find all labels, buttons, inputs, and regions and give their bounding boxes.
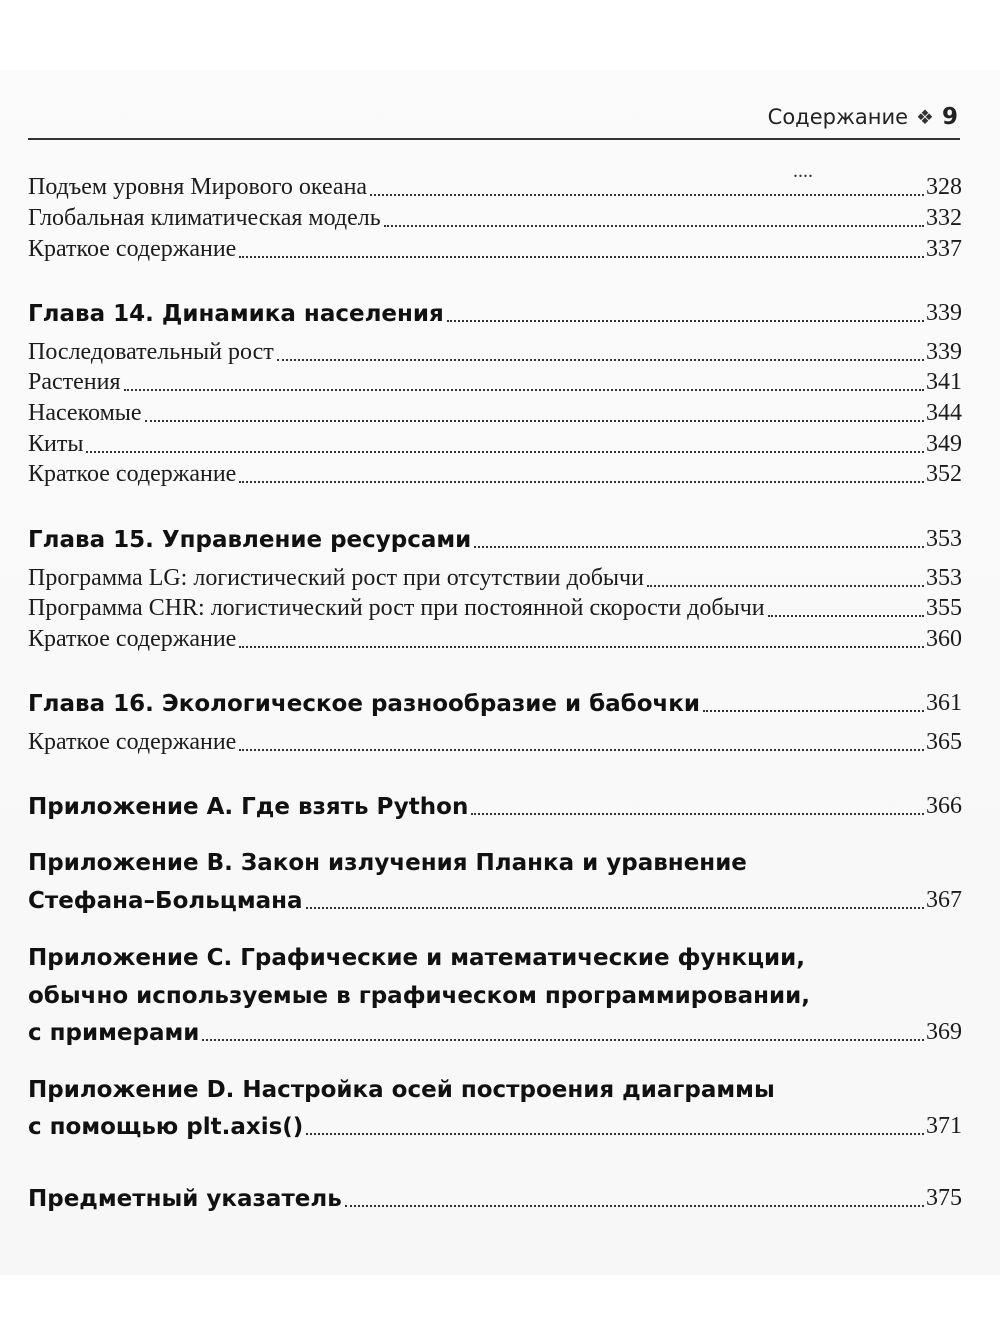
toc-page-number: 361 <box>926 690 962 716</box>
toc-appendix-title-line: Стефана–Больцмана <box>28 888 303 914</box>
toc-page-number: 365 <box>926 729 962 755</box>
toc-appendix-row[interactable] <box>28 1019 962 1046</box>
toc-page-number: 344 <box>926 400 962 426</box>
toc-page-number: 367 <box>926 887 962 913</box>
dot-leader <box>703 710 924 712</box>
toc-appendix-title-line[interactable]: Приложение В. Закон излучения Планка и уравнение <box>28 850 747 876</box>
dot-leader <box>471 813 924 815</box>
toc-appendix-title-line[interactable]: обычно используемые в графическом программировании, <box>28 983 810 1009</box>
toc-section-row[interactable] <box>28 339 962 366</box>
running-title: Содержание <box>767 105 909 129</box>
page-number: 9 <box>941 104 958 130</box>
toc-entry-title: Подъем уровня Мирового океана <box>28 174 368 200</box>
dot-leader <box>306 1133 924 1135</box>
running-head <box>768 104 958 130</box>
toc-page-number: 375 <box>926 1185 962 1211</box>
dot-leader <box>124 389 924 391</box>
dot-leader <box>370 194 924 196</box>
dot-leader <box>384 225 924 227</box>
toc-section-row[interactable] <box>28 626 962 653</box>
toc-entry-title: Краткое содержание <box>28 236 237 262</box>
stray-mark: .... <box>793 160 813 182</box>
toc-page-number: 355 <box>926 595 962 621</box>
toc-page-number: 360 <box>926 626 962 652</box>
toc-page-number: 339 <box>926 300 962 326</box>
header-rule <box>28 138 960 140</box>
dot-leader <box>474 546 924 548</box>
toc-section-row[interactable] <box>28 729 962 756</box>
toc-chapter-row[interactable] <box>28 526 962 553</box>
toc-appendix-title-line[interactable]: Приложение D. Настройка осей построения диаграммы <box>28 1077 775 1103</box>
toc-entry-title: Киты <box>28 431 84 457</box>
dot-leader <box>647 585 924 587</box>
toc-page-number: 349 <box>926 431 962 457</box>
toc-section-row[interactable] <box>28 595 962 622</box>
dot-leader <box>239 646 924 648</box>
toc-appendix-title-line: с примерами <box>28 1020 200 1046</box>
dot-leader <box>306 907 924 909</box>
toc-section-row[interactable] <box>28 236 962 263</box>
toc-entry-title: Краткое содержание <box>28 461 237 487</box>
dot-leader <box>145 420 924 422</box>
toc-entry-title: Краткое содержание <box>28 626 237 652</box>
dot-leader <box>86 451 924 453</box>
toc-chapter-title: Глава 14. Динамика населения <box>28 301 444 327</box>
toc-page-number: 353 <box>926 526 962 552</box>
toc-appendix-title: Приложение А. Где взять Python <box>28 794 469 820</box>
diamond-ornament-icon: ❖ <box>916 105 934 129</box>
dot-leader <box>202 1039 924 1041</box>
toc-chapter-title: Глава 15. Управление ресурсами <box>28 527 472 553</box>
toc-entry-title: Программа LG: логистический рост при отсутствии добычи <box>28 565 644 591</box>
toc-section-row[interactable] <box>28 431 962 458</box>
toc-page-number: 341 <box>926 369 962 395</box>
dot-leader <box>239 749 924 751</box>
toc-page-number: 366 <box>926 793 962 819</box>
toc-entry-title: Глобальная климатическая модель <box>28 205 381 231</box>
dot-leader <box>345 1205 924 1207</box>
toc-section-row[interactable] <box>28 565 962 592</box>
toc-section-row[interactable] <box>28 461 962 488</box>
dot-leader <box>239 256 924 258</box>
toc-page-number: 328 <box>926 174 962 200</box>
toc-page-number: 337 <box>926 236 962 262</box>
toc-chapter-title: Глава 16. Экологическое разнообразие и бабочки <box>28 691 701 717</box>
dot-leader <box>768 615 924 617</box>
dot-leader <box>447 320 924 322</box>
toc-index-row[interactable] <box>28 1185 962 1212</box>
toc-chapter-row[interactable] <box>28 690 962 717</box>
toc-page-number: 369 <box>926 1019 962 1045</box>
page-bottom-margin <box>0 1275 1000 1333</box>
toc-page-number: 339 <box>926 339 962 365</box>
toc-page-number: 353 <box>926 565 962 591</box>
toc-entry-title: Краткое содержание <box>28 729 237 755</box>
toc-entry-title: Программа CHR: логистический рост при постоянной скорости добычи <box>28 595 765 621</box>
toc-section-row[interactable] <box>28 205 962 232</box>
toc-entry-title: Последовательный рост <box>28 339 274 365</box>
toc-index-title: Предметный указатель <box>28 1186 342 1212</box>
toc-appendix-row[interactable] <box>28 887 962 914</box>
toc-page-number: 332 <box>926 205 962 231</box>
dot-leader <box>239 481 924 483</box>
toc-appendix-row[interactable] <box>28 793 962 820</box>
toc-entry-title: Растения <box>28 369 121 395</box>
toc-chapter-row[interactable] <box>28 300 962 327</box>
toc-section-row[interactable] <box>28 369 962 396</box>
toc-section-row[interactable] <box>28 174 962 201</box>
toc-page-number: 352 <box>926 461 962 487</box>
toc-appendix-title-line[interactable]: Приложение С. Графические и математические функции, <box>28 945 805 971</box>
toc-page-number: 371 <box>926 1113 962 1139</box>
toc-appendix-row[interactable] <box>28 1113 962 1140</box>
dot-leader <box>277 359 924 361</box>
toc-appendix-title-line: с помощью plt.axis() <box>28 1114 304 1140</box>
toc-entry-title: Насекомые <box>28 400 142 426</box>
page-top-margin <box>0 0 1000 70</box>
toc-section-row[interactable] <box>28 400 962 427</box>
